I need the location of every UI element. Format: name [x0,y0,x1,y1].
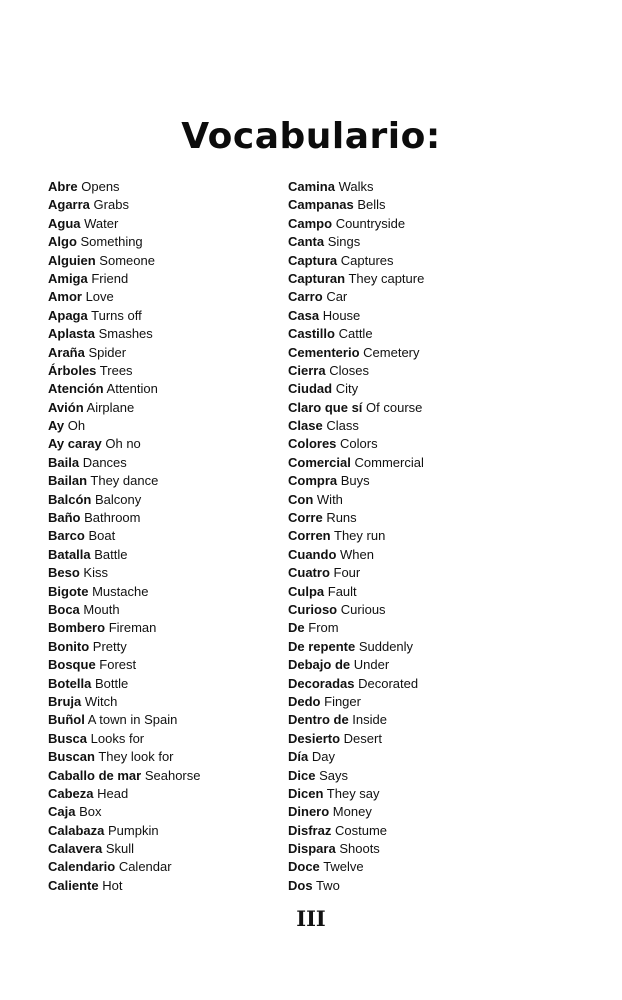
vocab-entry [288,288,424,306]
english-meaning: They look for [98,749,174,765]
vocab-entry [288,711,424,729]
spanish-word: Caliente [48,877,99,893]
vocab-entry [288,417,424,435]
vocab-entry [288,748,424,766]
english-meaning: When [340,546,374,562]
english-meaning: Skull [105,841,135,857]
spanish-word: Buscan [48,749,95,765]
english-meaning: Colors [340,436,378,452]
english-meaning: Costume [334,822,388,838]
vocab-entry [288,822,424,840]
english-meaning: They capture [348,270,425,286]
english-meaning: Love [85,289,114,305]
english-meaning: Balcony [94,491,142,507]
vocab-entry [48,325,200,343]
english-meaning: Finger [324,693,361,709]
english-meaning: Fault [327,583,357,599]
spanish-word: Casa [288,307,320,323]
vocab-entry [48,196,200,214]
english-meaning: Bathroom [84,510,141,526]
vocab-entry [48,307,200,325]
spanish-word: Cuando [288,546,337,562]
english-meaning: With [316,491,343,507]
vocab-entry [288,693,424,711]
vocab-entry [48,380,200,398]
spanish-word: Culpa [288,583,325,599]
spanish-word: Atención [48,381,104,397]
vocab-entry [288,325,424,343]
vocab-entry [48,730,200,748]
spanish-word: Apaga [48,307,88,323]
vocab-entry [288,344,424,362]
vocab-list-left [48,178,200,895]
spanish-word: Campo [288,215,333,231]
vocab-entry [48,785,200,803]
vocab-entry [288,233,424,251]
spanish-word: Comercial [288,454,351,470]
english-meaning: Sings [327,234,361,250]
spanish-word: Camina [288,179,335,194]
vocab-entry [288,858,424,876]
vocab-entry [48,215,200,233]
english-meaning: Battle [94,546,128,562]
spanish-word: Compra [288,473,338,489]
vocab-entry [288,454,424,472]
english-meaning: Oh no [105,436,141,452]
vocab-entry [48,288,200,306]
vocab-entry [288,491,424,509]
vocab-list-right [288,178,424,895]
spanish-word: Barco [48,528,85,544]
vocab-entry [48,270,200,288]
english-meaning: Captures [340,252,394,268]
spanish-word: Dispara [288,841,336,857]
english-meaning: Inside [352,712,387,728]
english-meaning: Fireman [108,620,157,636]
english-meaning: Bells [357,197,386,213]
english-meaning: Water [84,215,119,231]
spanish-word: Día [288,749,309,765]
english-meaning: Grabs [93,197,129,213]
vocab-entry [288,509,424,527]
english-meaning: Bottle [94,675,129,691]
english-meaning: Money [332,804,372,820]
spanish-word: Baila [48,454,80,470]
english-meaning: Of course [366,399,423,415]
vocab-entry [288,178,424,196]
spanish-word: Dentro de [288,712,349,728]
vocab-entry [48,656,200,674]
english-meaning: Something [80,234,143,250]
spanish-word: De repente [288,638,356,654]
spanish-word: Amiga [48,270,88,286]
vocab-entry [288,472,424,490]
spanish-word: Boca [48,601,80,617]
vocab-entry [288,362,424,380]
spanish-word: Baño [48,510,81,526]
spanish-word: Claro que sí [288,399,363,415]
english-meaning: Cattle [338,326,373,342]
english-meaning: Box [79,804,102,820]
vocab-entry [48,546,200,564]
vocab-entry [288,196,424,214]
vocab-entry [48,748,200,766]
english-meaning: Someone [99,252,155,268]
spanish-word: Busca [48,730,88,746]
vocab-entry [48,509,200,527]
vocab-entry [48,472,200,490]
vocab-entry [48,638,200,656]
english-meaning: Under [353,657,390,673]
english-meaning: Seahorse [144,767,201,783]
spanish-word: Dice [288,767,316,783]
vocab-entry [48,840,200,858]
vocab-entry [288,546,424,564]
vocab-entry [48,417,200,435]
spanish-word: Caja [48,804,76,820]
spanish-word: Batalla [48,546,91,562]
english-meaning: Four [333,565,361,581]
english-meaning: Dances [82,454,127,470]
spanish-word: Avión [48,399,84,415]
english-meaning: Forest [99,657,137,673]
vocab-entry [48,527,200,545]
english-meaning: Suddenly [358,638,414,654]
spanish-word: Ciudad [288,381,333,397]
vocab-entry [48,693,200,711]
vocab-entry [288,601,424,619]
spanish-word: Curioso [288,601,338,617]
vocab-entry [48,491,200,509]
spanish-word: Decoradas [288,675,355,691]
vocab-entry [288,380,424,398]
spanish-word: Botella [48,675,92,691]
vocab-entry [288,527,424,545]
english-meaning: Says [319,767,348,783]
spanish-word: Aplasta [48,326,95,342]
english-meaning: Runs [326,510,357,526]
english-meaning: Mustache [92,583,149,599]
spanish-word: Algo [48,234,77,250]
english-meaning: House [322,307,361,323]
english-meaning: Cemetery [363,344,420,360]
vocab-entry [48,564,200,582]
spanish-word: Beso [48,565,80,581]
spanish-word: Abre [48,179,78,194]
english-meaning: Day [311,749,335,765]
vocab-entry [288,675,424,693]
english-meaning: They dance [90,473,159,489]
spanish-word: Clase [288,418,323,434]
spanish-word: Canta [288,234,325,250]
vocab-entry [288,252,424,270]
vocab-entry [288,399,424,417]
english-meaning: Class [326,418,359,434]
spanish-word: Bosque [48,657,96,673]
spanish-word: Campanas [288,197,354,213]
spanish-word: Calavera [48,841,103,857]
english-meaning: They say [326,785,380,801]
vocab-entry [288,803,424,821]
spanish-word: Carro [288,289,323,305]
vocab-entry [48,803,200,821]
page-title: Vocabulario: [181,116,441,158]
english-meaning: Spider [88,344,127,360]
english-meaning: Closes [329,362,369,378]
vocab-entry [288,270,424,288]
vocab-entry [48,601,200,619]
vocab-entry [48,711,200,729]
vocab-entry [288,767,424,785]
spanish-word: Bombero [48,620,106,636]
spanish-word: Ay caray [48,436,102,452]
english-meaning: Curious [340,601,386,617]
vocab-entry [288,638,424,656]
vocab-entry [288,785,424,803]
spanish-word: Captura [288,252,338,268]
spanish-word: Cementerio [288,344,360,360]
page-number: III [296,906,326,931]
spanish-word: Amor [48,289,82,305]
english-meaning: Trees [99,362,133,378]
spanish-word: Caballo de mar [48,767,142,783]
vocab-entry [48,822,200,840]
vocab-entry [48,233,200,251]
spanish-word: Disfraz [288,822,332,838]
english-meaning: Boat [88,528,116,544]
english-meaning: Buys [340,473,370,489]
vocab-entry [48,178,200,196]
spanish-word: Capturan [288,270,346,286]
vocab-entry [48,399,200,417]
spanish-word: Colores [288,436,337,452]
spanish-word: Bigote [48,583,89,599]
vocab-entry [288,435,424,453]
spanish-word: Alguien [48,252,96,268]
vocab-entry [288,730,424,748]
spanish-word: Agua [48,215,81,231]
vocab-entry [288,619,424,637]
english-meaning: Turns off [91,307,142,323]
vocab-entry [48,362,200,380]
spanish-word: Cierra [288,362,326,378]
english-meaning: Kiss [83,565,108,581]
english-meaning: Walks [338,179,374,194]
spanish-word: Corren [288,528,331,544]
vocab-entry [288,564,424,582]
spanish-word: Debajo de [288,657,351,673]
spanish-word: Con [288,491,314,507]
spanish-word: Bailan [48,473,88,489]
english-meaning: Shoots [339,841,380,857]
english-meaning: Friend [91,270,129,286]
spanish-word: Araña [48,344,85,360]
vocab-entry [288,840,424,858]
spanish-word: Árboles [48,362,97,378]
spanish-word: Calendario [48,859,116,875]
spanish-word: Dicen [288,785,324,801]
vocab-entry [288,656,424,674]
vocab-entry [48,858,200,876]
vocab-entry [288,307,424,325]
english-meaning: Two [315,877,340,893]
vocab-entry [48,252,200,270]
english-meaning: City [335,381,359,397]
spanish-word: Dedo [288,693,321,709]
vocab-entry [288,215,424,233]
english-meaning: Witch [84,693,118,709]
english-meaning: Desert [343,730,382,746]
vocab-entry [288,583,424,601]
spanish-word: Bruja [48,693,82,709]
english-meaning: Mouth [83,601,120,617]
spanish-word: Bonito [48,638,90,654]
vocab-entry [48,583,200,601]
english-meaning: Opens [81,179,120,194]
spanish-word: Castillo [288,326,335,342]
english-meaning: Oh [67,418,86,434]
english-meaning: They run [334,528,386,544]
vocab-entry [48,767,200,785]
spanish-word: Cuatro [288,565,330,581]
english-meaning: Pretty [92,638,127,654]
spanish-word: Ay [48,418,65,434]
vocab-entry [48,344,200,362]
spanish-word: De [288,620,305,636]
spanish-word: Agarra [48,197,90,213]
english-meaning: A town in Spain [87,712,178,728]
english-meaning: Decorated [358,675,419,691]
spanish-word: Doce [288,859,320,875]
english-meaning: From [308,620,339,636]
spanish-word: Dos [288,877,313,893]
english-meaning: Car [326,289,348,305]
english-meaning: Looks for [90,730,145,746]
spanish-word: Dinero [288,804,330,820]
english-meaning: Smashes [98,326,153,342]
vocab-entry [48,435,200,453]
vocab-entry [48,675,200,693]
english-meaning: Countryside [335,215,406,231]
spanish-word: Balcón [48,491,92,507]
english-meaning: Airplane [86,399,135,415]
vocab-entry [48,454,200,472]
english-meaning: Attention [106,381,158,397]
english-meaning: Hot [102,877,123,893]
spanish-word: Corre [288,510,323,526]
spanish-word: Calabaza [48,822,105,838]
english-meaning: Head [97,785,129,801]
spanish-word: Cabeza [48,785,94,801]
english-meaning: Twelve [323,859,364,875]
vocab-entry [288,877,424,895]
english-meaning: Commercial [354,454,424,470]
spanish-word: Buñol [48,712,85,728]
english-meaning: Calendar [118,859,172,875]
english-meaning: Pumpkin [108,822,159,838]
vocab-entry [48,877,200,895]
spanish-word: Desierto [288,730,341,746]
vocab-entry [48,619,200,637]
